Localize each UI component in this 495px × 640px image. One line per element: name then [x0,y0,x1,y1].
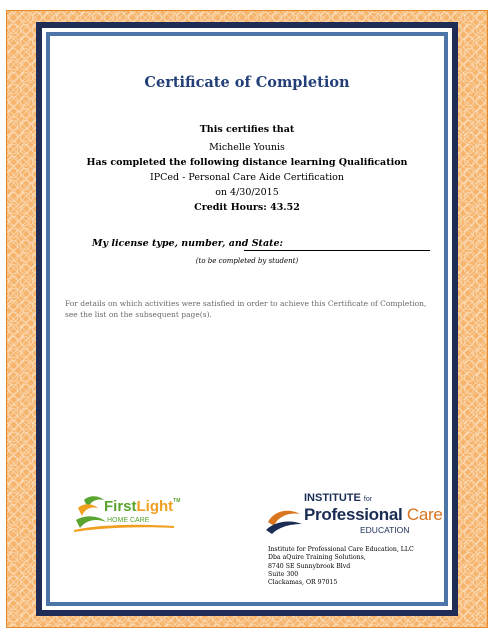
license-row [92,238,432,252]
completion-date: on 4/30/2015 [215,187,279,198]
license-signature-line[interactable] [244,250,430,251]
certificate-title: Certificate of Completion [144,74,350,91]
firstlight-subtitle: HOME CARE [107,517,150,524]
firstlight-light: Light [136,498,174,515]
institute-word: INSTITUTE [304,492,361,504]
license-note: (to be completed by student) [195,257,299,265]
firstlight-first: First [104,498,137,515]
recipient-name: Michelle Younis [209,142,285,153]
institute-line3: EDUCATION [360,525,410,535]
license-label: My license type, number, and State: [92,238,284,249]
certifies-text: This certifies that [199,124,295,135]
address-line: Institute for Professional Care Education, LLC [268,546,414,553]
completed-text: Has completed the following distance learning Qualification [86,157,408,168]
address-line: Dba aQuire Training Solutions, [268,554,366,562]
institute-care: Care [406,505,443,524]
address-line: 8740 SE Sunnybrook Blvd [268,562,351,570]
firstlight-logo [70,494,180,536]
institute-line2 [304,505,443,525]
firstlight-wordmark [104,498,180,515]
institute-line1 [304,492,372,504]
certificate-body [50,36,444,602]
institute-address [268,546,438,587]
address-line: Suite 300 [268,570,299,578]
qualification-name: IPCed - Personal Care Aide Certification [150,172,344,183]
institute-swoosh-icon [264,500,304,540]
firstlight-tm: TM [173,498,181,504]
institute-logo [264,492,443,540]
institute-professional: Professional [304,505,403,524]
address-line: Clackamas, OR 97015 [268,579,338,587]
institute-for: for [363,496,373,503]
details-text: For details on which activities were satisfied in order to achieve this Certificate of Completion, see the list on the subsequent page(s). [65,299,427,319]
credit-hours: Credit Hours: 43.52 [194,202,300,213]
